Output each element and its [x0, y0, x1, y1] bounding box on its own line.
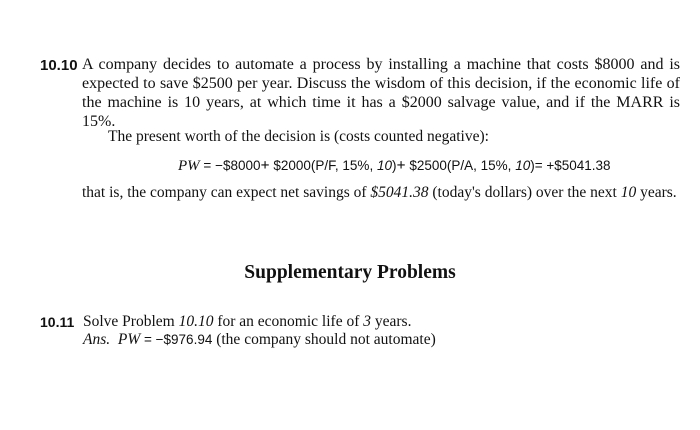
- solution-conclusion: [82, 184, 677, 202]
- conclusion-amount: $5041.38: [370, 184, 429, 201]
- question-post: years.: [371, 313, 412, 330]
- formula-plus2: +: [396, 157, 406, 174]
- conclusion-post: years.: [636, 184, 677, 201]
- problem-statement: [83, 313, 680, 349]
- problem-10-10: [40, 55, 680, 131]
- question-years: 3: [363, 313, 371, 330]
- formula-term3-post: ): [530, 158, 535, 173]
- formula-term3-pre: $2500(P/A, 15%,: [405, 158, 516, 173]
- formula-term3-n: 10: [515, 158, 531, 173]
- formula-lhs: PW: [178, 158, 200, 174]
- problem-statement: A company decides to automate a process by installing a machine that costs $8000 and is expected to save $2500 per year. Discuss the wisdom of this decision, if the economic life of the machine is 10 years, at which time it has a $2000 salvage value, and if the MARR is 15%.: [82, 56, 680, 130]
- formula-term2-n: 10: [376, 158, 392, 173]
- formula-term2-post: ): [391, 158, 397, 173]
- answer-value: = −$976.94: [140, 332, 213, 347]
- conclusion-mid: (today's dollars) over the next: [428, 184, 621, 201]
- question-mid: for an economic life of: [213, 313, 364, 330]
- solution-intro: The present worth of the decision is (costs counted negative):: [108, 128, 489, 145]
- answer-note: (the company should not automate): [212, 331, 436, 348]
- problem-10-11: [40, 313, 680, 349]
- formula-term1: −$8000: [215, 158, 261, 173]
- section-heading: Supplementary Problems: [244, 262, 456, 283]
- conclusion-pre: that is, the company can expect net savings of: [82, 184, 371, 201]
- formula-result: = +$5041.38: [534, 158, 611, 173]
- formula-term2-pre: $2000(P/F, 15%,: [269, 158, 377, 173]
- answer-label: Ans.: [83, 331, 111, 348]
- question-pre: Solve Problem: [83, 313, 179, 330]
- problem-number: 10.10: [40, 57, 78, 74]
- problem-question: [83, 313, 680, 331]
- conclusion-years: 10: [620, 184, 637, 201]
- problem-number: 10.11: [40, 314, 75, 330]
- present-worth-formula: [178, 157, 611, 175]
- formula-eq: =: [199, 158, 216, 173]
- problem-answer: [83, 331, 680, 349]
- question-ref: 10.10: [178, 313, 214, 330]
- formula-plus1: +: [260, 157, 270, 174]
- answer-pw: PW: [117, 331, 141, 348]
